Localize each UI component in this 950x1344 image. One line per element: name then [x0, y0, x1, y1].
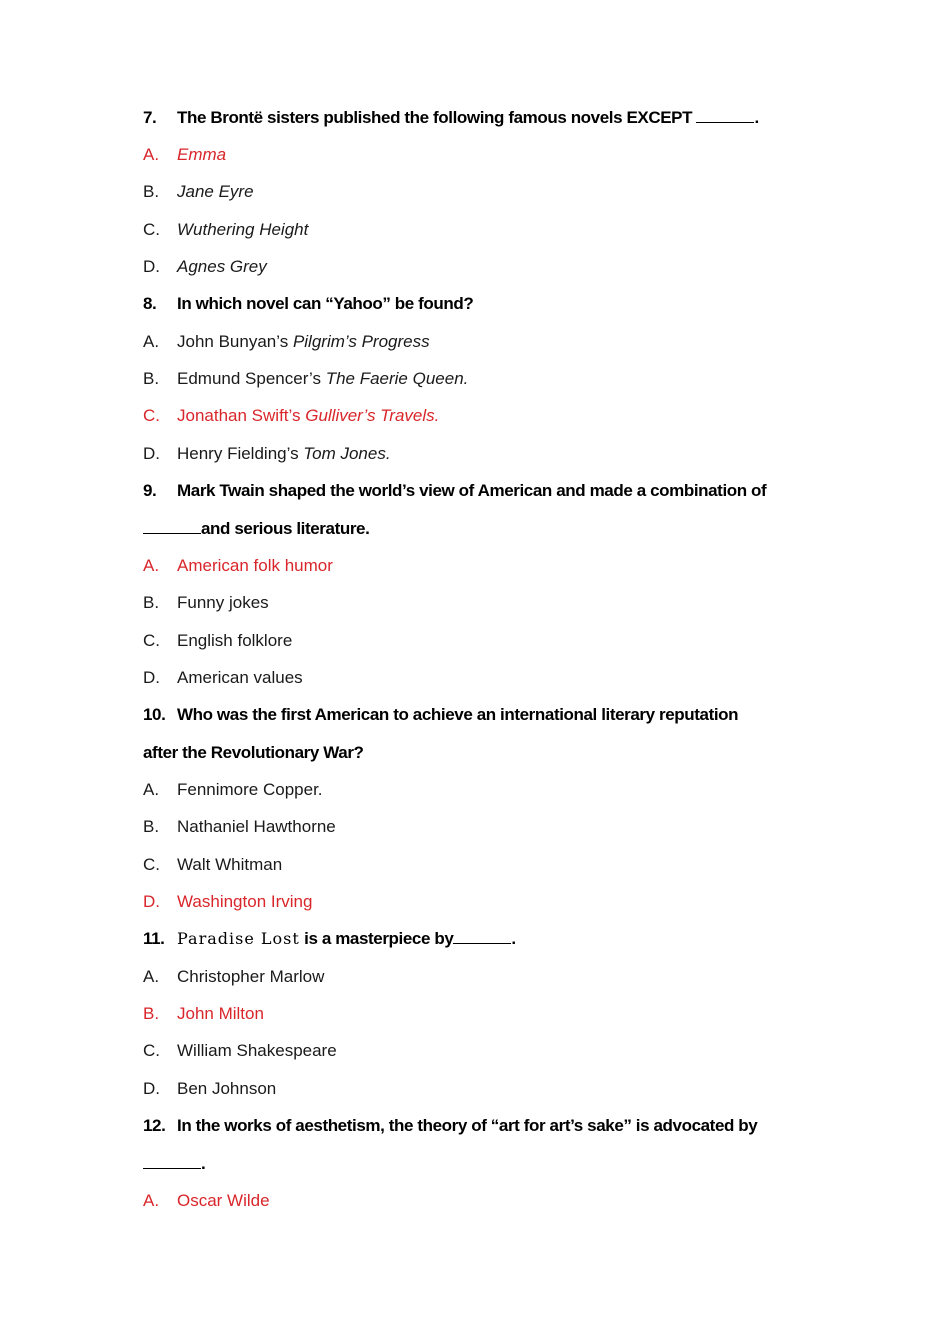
option-8b	[143, 368, 468, 390]
option-label: C.	[143, 1041, 160, 1060]
option-label: D.	[143, 668, 160, 687]
option-label: A.	[143, 145, 160, 164]
option-label: C.	[143, 631, 160, 650]
question-9	[143, 480, 766, 502]
option-8d	[143, 443, 391, 465]
option-7d	[143, 256, 267, 278]
option-title: The Faerie Queen.	[325, 369, 469, 388]
option-title: Gulliver’s Travels.	[305, 406, 440, 425]
option-label: B.	[143, 1004, 160, 1023]
option-author: Edmund Spencer’s	[177, 369, 326, 388]
question-number: 12.	[143, 1116, 166, 1135]
question-tail: .	[511, 929, 516, 948]
option-text: Funny jokes	[177, 593, 269, 612]
question-text: In the works of aesthetism, the theory of “art for art’s sake” is advocated by	[177, 1116, 758, 1135]
option-author: Henry Fielding’s	[177, 444, 304, 463]
option-7a	[143, 144, 226, 166]
option-label: C.	[143, 220, 160, 239]
option-text: Fennimore Copper.	[177, 780, 323, 799]
option-10a	[143, 779, 323, 801]
option-11b	[143, 1003, 264, 1025]
option-text: Christopher Marlow	[177, 967, 325, 986]
answer-blank	[453, 929, 511, 944]
option-8c	[143, 405, 439, 427]
option-12a	[143, 1190, 270, 1212]
option-label: A.	[143, 332, 160, 351]
option-text: Nathaniel Hawthorne	[177, 817, 336, 836]
option-text: Agnes Grey	[177, 257, 267, 276]
option-9b	[143, 592, 269, 614]
option-11a	[143, 966, 324, 988]
answer-blank	[143, 519, 201, 534]
question-12-line2	[143, 1153, 205, 1175]
option-11c	[143, 1040, 337, 1062]
question-12	[143, 1115, 757, 1137]
option-label: A.	[143, 780, 160, 799]
option-text: Walt Whitman	[177, 855, 283, 874]
option-text: Washington Irving	[177, 892, 313, 911]
question-tail: .	[201, 1154, 206, 1173]
option-label: D.	[143, 257, 160, 276]
option-label: C.	[143, 855, 160, 874]
option-text: English folklore	[177, 631, 293, 650]
option-9d	[143, 667, 303, 689]
question-number: 9.	[143, 481, 157, 500]
option-text: Jane Eyre	[177, 182, 254, 201]
question-text: Mark Twain shaped the world’s view of American and made a combination of	[177, 481, 767, 500]
option-author: Jonathan Swift’s	[177, 406, 306, 425]
option-label: D.	[143, 892, 160, 911]
option-label: C.	[143, 406, 160, 425]
work-title: Paradise Lost	[177, 929, 300, 948]
question-number: 8.	[143, 294, 157, 313]
option-text: William Shakespeare	[177, 1041, 337, 1060]
question-text: is a masterpiece by	[304, 929, 454, 948]
option-author: John Bunyan’s	[177, 332, 293, 351]
question-9-line2	[143, 518, 369, 540]
option-10c	[143, 854, 282, 876]
option-8a	[143, 331, 430, 353]
option-label: B.	[143, 593, 160, 612]
option-text: Wuthering Height	[177, 220, 309, 239]
answer-blank	[696, 108, 754, 123]
option-9c	[143, 630, 292, 652]
option-label: D.	[143, 1079, 160, 1098]
question-text: In which novel can “Yahoo” be found?	[177, 294, 474, 313]
question-11	[143, 928, 516, 950]
question-text: Who was the first American to achieve an international literary reputation	[177, 705, 739, 724]
question-number: 10.	[143, 705, 166, 724]
question-10-line2	[143, 742, 364, 764]
option-7c	[143, 219, 308, 241]
question-number: 7.	[143, 108, 157, 127]
option-label: A.	[143, 967, 160, 986]
option-title: Pilgrim’s Progress	[292, 332, 430, 351]
question-text-continued: after the Revolutionary War?	[143, 743, 364, 762]
question-8	[143, 293, 473, 315]
option-label: A.	[143, 1191, 160, 1210]
option-title: Tom Jones.	[303, 444, 391, 463]
question-text-continued: and serious literature.	[201, 519, 370, 538]
option-label: D.	[143, 444, 160, 463]
option-7b	[143, 181, 254, 203]
option-9a	[143, 555, 333, 577]
option-text: John Milton	[177, 1004, 264, 1023]
question-10	[143, 704, 738, 726]
question-7	[143, 107, 759, 129]
option-10b	[143, 816, 336, 838]
option-text: American folk humor	[177, 556, 333, 575]
option-text: American values	[177, 668, 303, 687]
option-label: B.	[143, 369, 160, 388]
option-text: Ben Johnson	[177, 1079, 277, 1098]
question-tail: .	[754, 108, 759, 127]
option-label: A.	[143, 556, 160, 575]
option-text: Oscar Wilde	[177, 1191, 270, 1210]
question-text: The Brontë sisters published the following famous novels EXCEPT	[177, 108, 693, 127]
option-label: B.	[143, 817, 160, 836]
question-number: 11.	[143, 929, 165, 948]
option-10d	[143, 891, 312, 913]
option-label: B.	[143, 182, 160, 201]
answer-blank	[143, 1154, 201, 1169]
option-text: Emma	[177, 145, 227, 164]
option-11d	[143, 1078, 276, 1100]
